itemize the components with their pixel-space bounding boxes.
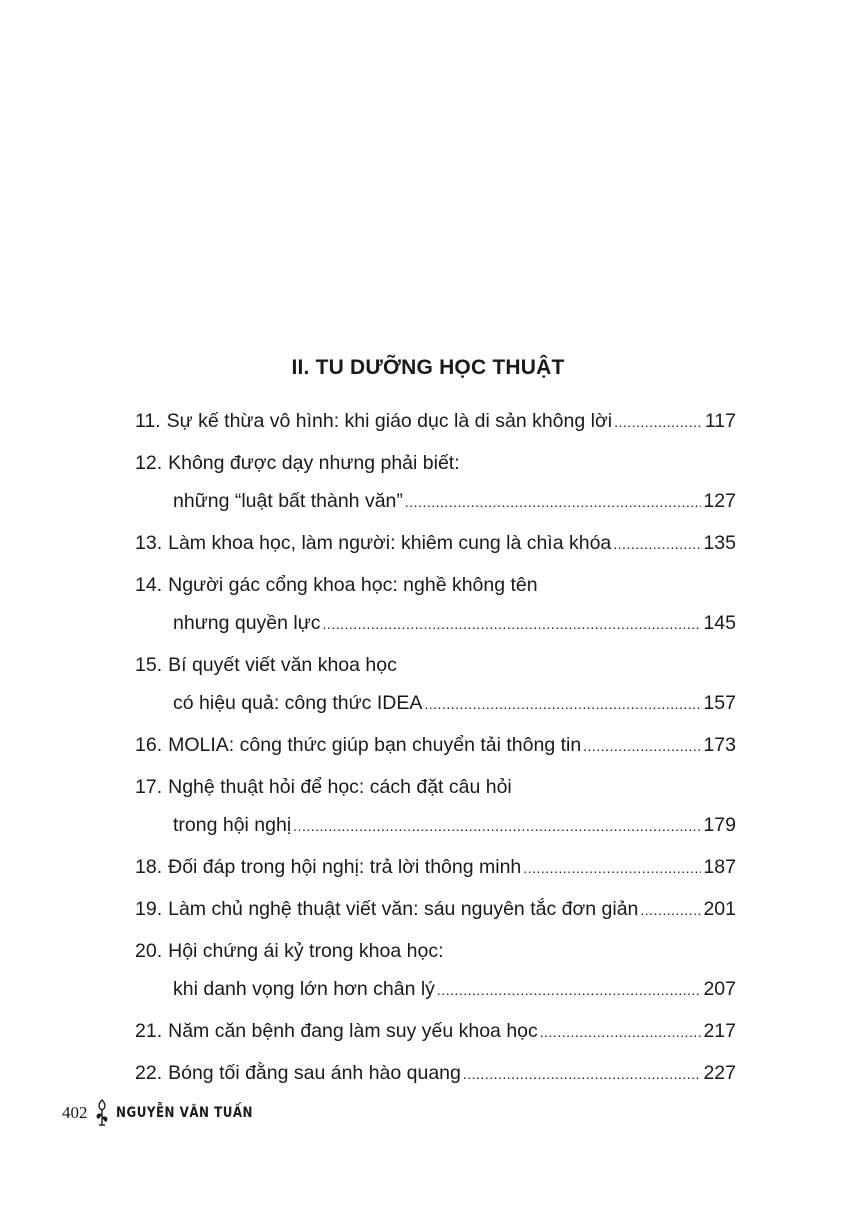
entry-title: Làm khoa học, làm người: khiêm cung là chìa khóa bbox=[168, 532, 612, 554]
dot-leader bbox=[437, 971, 702, 1009]
entry-page: 157 bbox=[703, 692, 736, 714]
entry-page: 207 bbox=[703, 978, 736, 1000]
entry-number: 17. bbox=[135, 776, 163, 798]
entry-title: Bí quyết viết văn khoa học bbox=[168, 654, 397, 676]
entry-number: 16. bbox=[135, 734, 163, 756]
entry-title: Người gác cổng khoa học: nghề không tên bbox=[168, 574, 538, 596]
dot-leader bbox=[293, 807, 701, 845]
entry-page: 135 bbox=[703, 532, 736, 554]
entry-title: Sự kế thừa vô hình: khi giáo dục là di sản không lời bbox=[166, 410, 613, 432]
entry-number: 13. bbox=[135, 532, 163, 554]
entry-title: Bóng tối đằng sau ánh hào quang bbox=[168, 1062, 461, 1084]
toc-entry-22 bbox=[135, 1054, 736, 1093]
entry-title: Nghệ thuật hỏi để học: cách đặt câu hỏi bbox=[168, 776, 512, 798]
table-of-contents bbox=[135, 402, 736, 1093]
entry-title-continued: có hiệu quả: công thức IDEA bbox=[173, 692, 423, 714]
toc-entry-18 bbox=[135, 848, 736, 887]
entry-number: 19. bbox=[135, 898, 163, 920]
toc-entry-14 bbox=[135, 566, 736, 643]
entry-page: 179 bbox=[703, 814, 736, 836]
dot-leader bbox=[640, 891, 701, 929]
entry-number: 18. bbox=[135, 856, 163, 878]
toc-entry-21 bbox=[135, 1012, 736, 1051]
entry-number: 11. bbox=[135, 410, 161, 432]
author-name: NGUYỄN VĂN TUẤN bbox=[115, 1105, 253, 1121]
entry-title-continued: nhưng quyền lực bbox=[173, 612, 321, 634]
page-number: 402 bbox=[62, 1103, 88, 1122]
entry-page: 187 bbox=[703, 856, 736, 878]
entry-number: 14. bbox=[135, 574, 163, 596]
entry-page: 173 bbox=[703, 734, 736, 756]
entry-title-continued: trong hội nghị bbox=[173, 814, 292, 836]
dot-leader bbox=[613, 525, 701, 563]
dot-leader bbox=[405, 483, 702, 521]
dot-leader bbox=[614, 403, 703, 441]
entry-page: 227 bbox=[703, 1062, 736, 1084]
section-title: II. TU DƯỠNG HỌC THUẬT bbox=[291, 356, 565, 379]
dot-leader bbox=[583, 727, 701, 765]
entry-number: 22. bbox=[135, 1062, 163, 1084]
entry-page: 117 bbox=[704, 410, 736, 432]
dot-leader bbox=[523, 849, 701, 887]
toc-entry-12 bbox=[135, 444, 736, 521]
entry-title-continued: khi danh vọng lớn hơn chân lý bbox=[173, 978, 435, 1000]
entry-page: 127 bbox=[703, 490, 736, 512]
entry-title: Hội chứng ái kỷ trong khoa học: bbox=[168, 940, 444, 962]
entry-number: 15. bbox=[135, 654, 163, 676]
entry-title: Làm chủ nghệ thuật viết văn: sáu nguyên tắc đơn giản bbox=[168, 898, 639, 920]
entry-title: Năm căn bệnh đang làm suy yếu khoa học bbox=[168, 1020, 538, 1042]
toc-entry-15 bbox=[135, 646, 736, 723]
entry-title: MOLIA: công thức giúp bạn chuyển tải thông tin bbox=[168, 734, 582, 756]
dot-leader bbox=[540, 1013, 702, 1051]
dot-leader bbox=[323, 605, 702, 643]
page-footer bbox=[62, 1098, 283, 1128]
entry-number: 12. bbox=[135, 452, 163, 474]
entry-page: 217 bbox=[703, 1020, 736, 1042]
toc-entry-11 bbox=[135, 402, 736, 441]
floral-ornament-icon bbox=[92, 1098, 112, 1128]
entry-number: 20. bbox=[135, 940, 163, 962]
entry-number: 21. bbox=[135, 1020, 163, 1042]
toc-entry-16 bbox=[135, 726, 736, 765]
entry-title: Đối đáp trong hội nghị: trả lời thông minh bbox=[168, 856, 522, 878]
entry-title: Không được dạy nhưng phải biết: bbox=[168, 452, 460, 474]
entry-title-continued: những “luật bất thành văn” bbox=[173, 490, 403, 512]
toc-entry-20 bbox=[135, 932, 736, 1009]
dot-leader bbox=[424, 685, 701, 723]
dot-leader bbox=[463, 1055, 702, 1093]
toc-entry-13 bbox=[135, 524, 736, 563]
entry-page: 201 bbox=[703, 898, 736, 920]
entry-page: 145 bbox=[703, 612, 736, 634]
toc-entry-17 bbox=[135, 768, 736, 845]
toc-entry-19 bbox=[135, 890, 736, 929]
